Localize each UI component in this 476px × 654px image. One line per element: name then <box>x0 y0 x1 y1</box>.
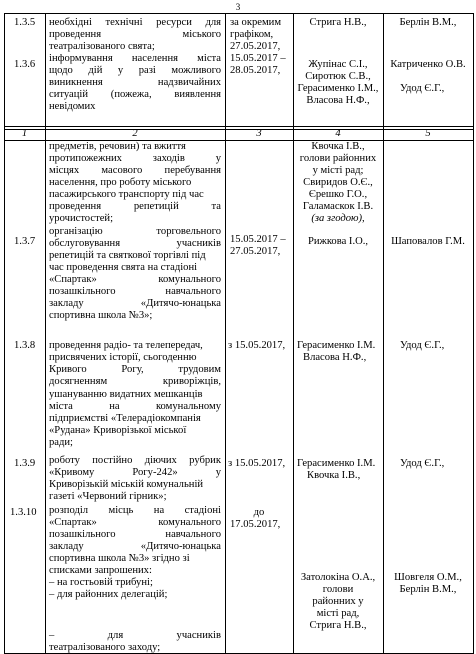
executor-text: Жупінас С.І., <box>308 59 368 70</box>
task-text: невідомих <box>49 101 96 112</box>
executor-text: (за згодою), <box>311 213 365 224</box>
executor-text: Стрига Н.В., <box>309 17 367 28</box>
controller-text: Удод Є.Г., <box>400 458 445 469</box>
executor-text: голови районних <box>299 153 377 164</box>
task-text: інформування населення міста <box>49 53 221 64</box>
executor-text: Власова Н.Ф., <box>303 352 367 363</box>
task-text: місцях масового перебування <box>49 165 221 176</box>
controller-text: Катриченко О.В. <box>390 59 466 70</box>
term-text: 15.05.2017 – <box>230 234 286 245</box>
task-text: позашкільного навчального <box>49 529 221 540</box>
controller-text: Шовгеля О.М., <box>394 572 462 583</box>
task-text: «Спартак» комунального <box>49 274 221 285</box>
row-number: 1.3.9 <box>14 458 36 469</box>
task-text: театралізованого заходу; <box>49 642 161 653</box>
executor-text: місті рад, <box>316 608 360 619</box>
term-text: до <box>253 507 265 518</box>
term-text: 27.05.2017, <box>230 246 281 257</box>
task-text: позашкільного навчального <box>49 286 221 297</box>
row-number: 1.3.5 <box>14 17 36 28</box>
executor-text: Рижкова І.О., <box>307 236 369 247</box>
term-text: 17.05.2017, <box>230 519 281 530</box>
task-text: міста на комунальному <box>49 401 221 412</box>
task-text: досягненням криворіжців, <box>49 376 221 387</box>
executor-text: голови <box>322 584 354 595</box>
task-text: ради; <box>49 437 74 448</box>
col-num-5: 5 <box>425 128 431 139</box>
task-text: роботу постійно діючих рубрик <box>49 455 221 466</box>
executor-text: Герасименко І.М. <box>297 340 376 351</box>
task-text: протипожежних заходів у <box>49 153 221 164</box>
task-text: закладу «Дитячо-юнацька <box>49 298 221 309</box>
task-text: списками запрошених: <box>49 565 152 576</box>
controller-text: Шаповалов Г.М. <box>391 236 465 247</box>
task-text: організацію торговельного <box>49 226 221 237</box>
executor-text: Галамаскок І.В. <box>302 201 374 212</box>
term-text: 27.05.2017, <box>230 41 281 52</box>
task-text: предметів, речовин) та вжиття <box>49 141 186 152</box>
task-text: розподіл місць на стадіоні <box>49 505 221 516</box>
executor-text: Сиротюк С.В., <box>305 71 371 82</box>
controller-text: Берлін В.М., <box>399 17 457 28</box>
task-text: ситуацій (пожежа, виявлення <box>49 89 221 100</box>
task-text: проведення радіо- та телепередач, <box>49 340 203 351</box>
task-text: ушануванню видатних мешканців <box>49 389 203 400</box>
term-text: 28.05.2017, <box>230 65 281 76</box>
term-text: за окремим <box>230 17 282 28</box>
task-text: «Кривому Рогу-242» у <box>49 467 221 478</box>
col-num-1: 1 <box>21 128 28 139</box>
executor-text: районних у <box>312 596 364 607</box>
executor-text: Герасименко І.М. <box>297 458 376 469</box>
task-text: урочистостей; <box>49 213 114 224</box>
task-text: щодо дій у разі можливого <box>49 65 221 76</box>
term-text: з 15.05.2017, <box>228 458 286 469</box>
task-text: необхідні технічні ресурси для <box>49 17 221 28</box>
task-text: закладу «Дитячо-юнацька <box>49 541 221 552</box>
term-text: 15.05.2017 – <box>230 53 286 64</box>
term-text: графіком, <box>230 29 274 40</box>
task-text: пасажирського транспорту під час <box>49 189 204 200</box>
executor-text: Квочка І.В., <box>311 141 365 152</box>
row-number: 1.3.10 <box>10 507 37 518</box>
controller-text: Удод Є.Г., <box>400 83 445 94</box>
row-number: 1.3.7 <box>14 236 36 247</box>
executor-text: Герасименко І.М., <box>297 83 379 94</box>
term-text: з 15.05.2017, <box>228 340 286 351</box>
col-num-4: 4 <box>335 128 341 139</box>
task-text: проведення міського <box>49 29 221 40</box>
task-text: театралізованого свята; <box>49 41 155 52</box>
row-number: 1.3.6 <box>14 59 36 70</box>
task-text: проведення репетицій та <box>49 201 221 212</box>
task-text: час проведення свята на стадіоні <box>49 262 198 273</box>
row-number: 1.3.8 <box>14 340 36 351</box>
task-text: – для районних делегацій; <box>49 589 168 600</box>
task-text: підприємстві «Телерадіокомпанія <box>49 413 201 424</box>
task-text: – на гостьовій трибуні; <box>49 577 153 588</box>
task-text: виникнення надзвичайних <box>49 77 221 88</box>
task-text: спортивна школа №3» згідно зі <box>49 553 190 564</box>
task-text: «Рудана» Криворізької міської <box>49 425 187 436</box>
task-text: населення, про роботу міського <box>49 177 192 188</box>
task-text: присвячених історії, сьогоденню <box>49 352 197 363</box>
controller-text: Удод Є.Г., <box>400 340 445 351</box>
task-text: «Спартак» комунального <box>49 517 221 528</box>
task-text: Криворізькій міській комунальній <box>49 479 204 490</box>
task-text: Кривого Рогу, трудовим <box>49 364 221 375</box>
task-text: – для учасників <box>49 630 221 641</box>
col-num-2: 2 <box>132 128 138 139</box>
executor-text: Власова Н.Ф., <box>306 95 370 106</box>
task-text: газеті «Червоний гірник»; <box>49 491 167 502</box>
executor-text: Квочка І.В., <box>307 470 361 481</box>
executor-text: Стрига Н.В., <box>309 620 367 631</box>
task-text: репетицій та святкової торгівлі під <box>49 250 206 261</box>
executor-text: Єрешко Г.О., <box>308 189 368 200</box>
task-text: обслуговування учасників <box>49 238 221 249</box>
task-text: спортивна школа №3»; <box>49 310 153 321</box>
col-num-3: 3 <box>256 128 262 139</box>
executor-text: Свиридов О.Є., <box>303 177 373 188</box>
executor-text: Затолокіна О.А., <box>300 572 376 583</box>
page-number: 3 <box>235 2 241 12</box>
executor-text: у місті рад; <box>312 165 364 176</box>
controller-text: Берлін В.М., <box>399 584 457 595</box>
